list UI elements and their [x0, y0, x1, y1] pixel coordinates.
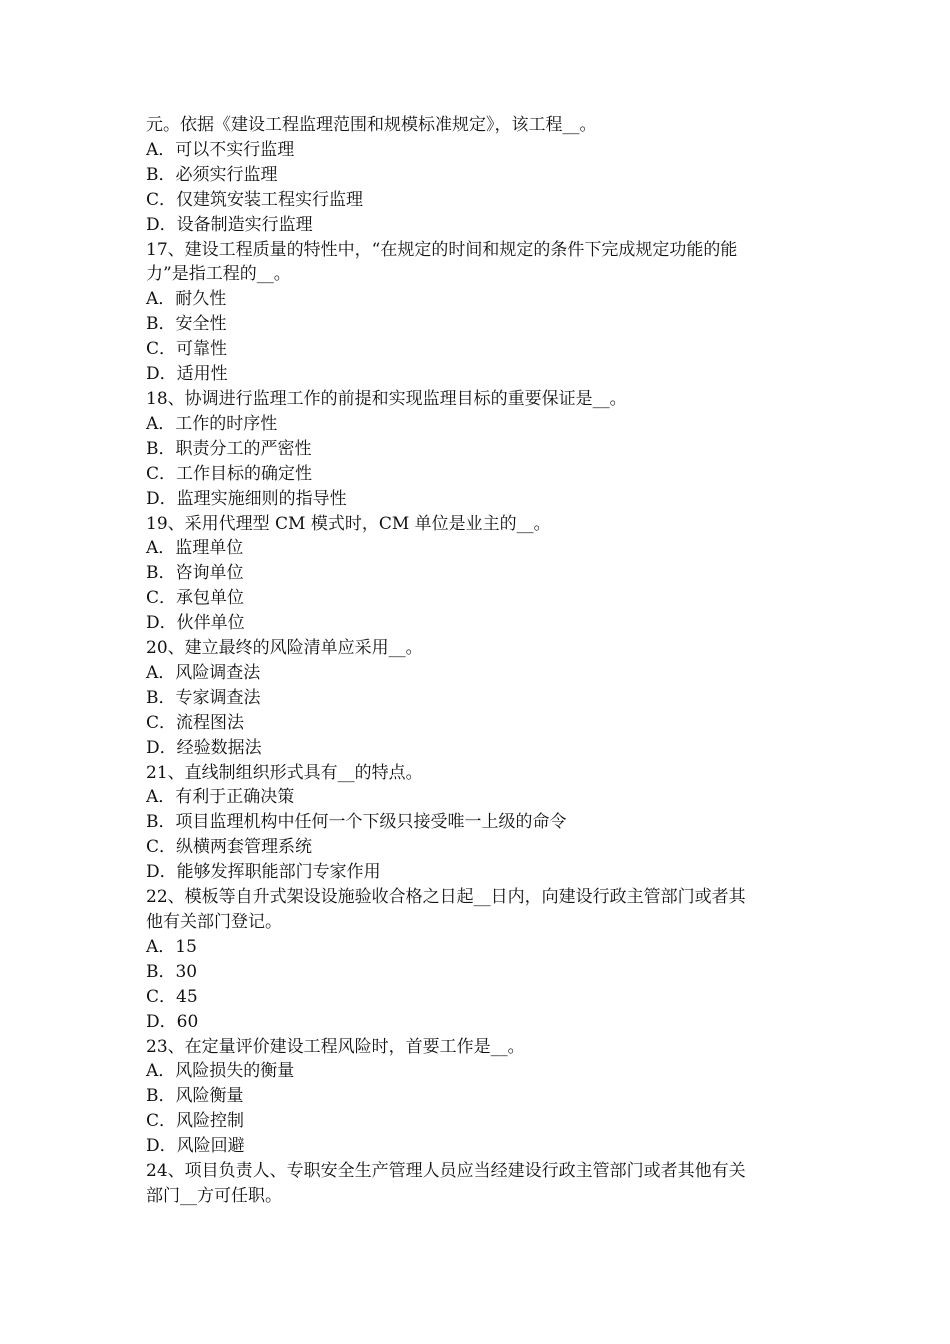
option-line: C．流程图法 [146, 712, 245, 733]
question-line: 20、建立最终的风险清单应采用__。 [146, 638, 423, 659]
question-line: 22、模板等自升式架设设施验收合格之日起__日内，向建设行政主管部门或者其 [146, 887, 746, 908]
question-line: 21、直线制组织形式具有__的特点。 [146, 762, 423, 783]
option-line: B．专家调查法 [146, 687, 261, 708]
document-page [146, 113, 826, 1209]
option-line: B．咨询单位 [146, 563, 244, 584]
option-line: D．60 [146, 1011, 199, 1032]
option-line: B．项目监理机构中任何一个下级只接受唯一上级的命令 [146, 812, 567, 833]
question-line: 部门__方可任职。 [146, 1185, 282, 1206]
option-line: A．可以不实行监理 [146, 139, 295, 160]
text-line: 元。依据《建设工程监理范围和规模标准规定》，该工程__。 [146, 115, 597, 135]
question-line: 23、在定量评价建设工程风险时，首要工作是__。 [146, 1036, 525, 1057]
option-line: C．仅建筑安装工程实行监理 [146, 189, 364, 210]
option-line: C．承包单位 [146, 588, 245, 609]
question-line: 19、采用代理型 CM 模式时，CM 单位是业主的__。 [146, 513, 551, 534]
option-line: B．安全性 [146, 314, 227, 335]
question-line: 24、项目负责人、专职安全生产管理人员应当经建设行政主管部门或者其他有关 [146, 1161, 746, 1182]
question-line: 18、协调进行监理工作的前提和实现监理目标的重要保证是__。 [146, 388, 627, 409]
option-line: C．工作目标的确定性 [146, 463, 313, 484]
question-line: 17、建设工程质量的特性中，“在规定的时间和规定的条件下完成规定功能的能 [146, 239, 738, 260]
option-line: C．风险控制 [146, 1111, 245, 1132]
question-line: 力”是指工程的__。 [146, 264, 291, 285]
option-line: B．职责分工的严密性 [146, 438, 312, 459]
option-line: B．必须实行监理 [146, 164, 278, 185]
option-line: A．耐久性 [146, 289, 227, 310]
option-line: A．监理单位 [146, 538, 244, 559]
option-line: A．风险损失的衡量 [146, 1061, 295, 1082]
option-line: C．纵横两套管理系统 [146, 837, 313, 858]
option-line: D．能够发挥职能部门专家作用 [146, 862, 381, 883]
option-line: D．经验数据法 [146, 737, 262, 758]
question-line: 他有关部门登记。 [146, 912, 282, 932]
option-line: C．可靠性 [146, 339, 228, 360]
option-line: D．监理实施细则的指导性 [146, 488, 347, 509]
option-line: D．伙伴单位 [146, 613, 245, 634]
option-line: D．适用性 [146, 364, 228, 385]
option-line: A．15 [146, 936, 197, 957]
option-line: A．工作的时序性 [146, 413, 278, 434]
option-line: C．45 [146, 986, 198, 1007]
option-line: D．设备制造实行监理 [146, 214, 313, 235]
option-line: D．风险回避 [146, 1136, 245, 1157]
option-line: B．风险衡量 [146, 1086, 244, 1107]
option-line: A．风险调查法 [146, 662, 261, 683]
option-line: A．有利于正确决策 [146, 787, 295, 808]
option-line: B．30 [146, 961, 198, 982]
